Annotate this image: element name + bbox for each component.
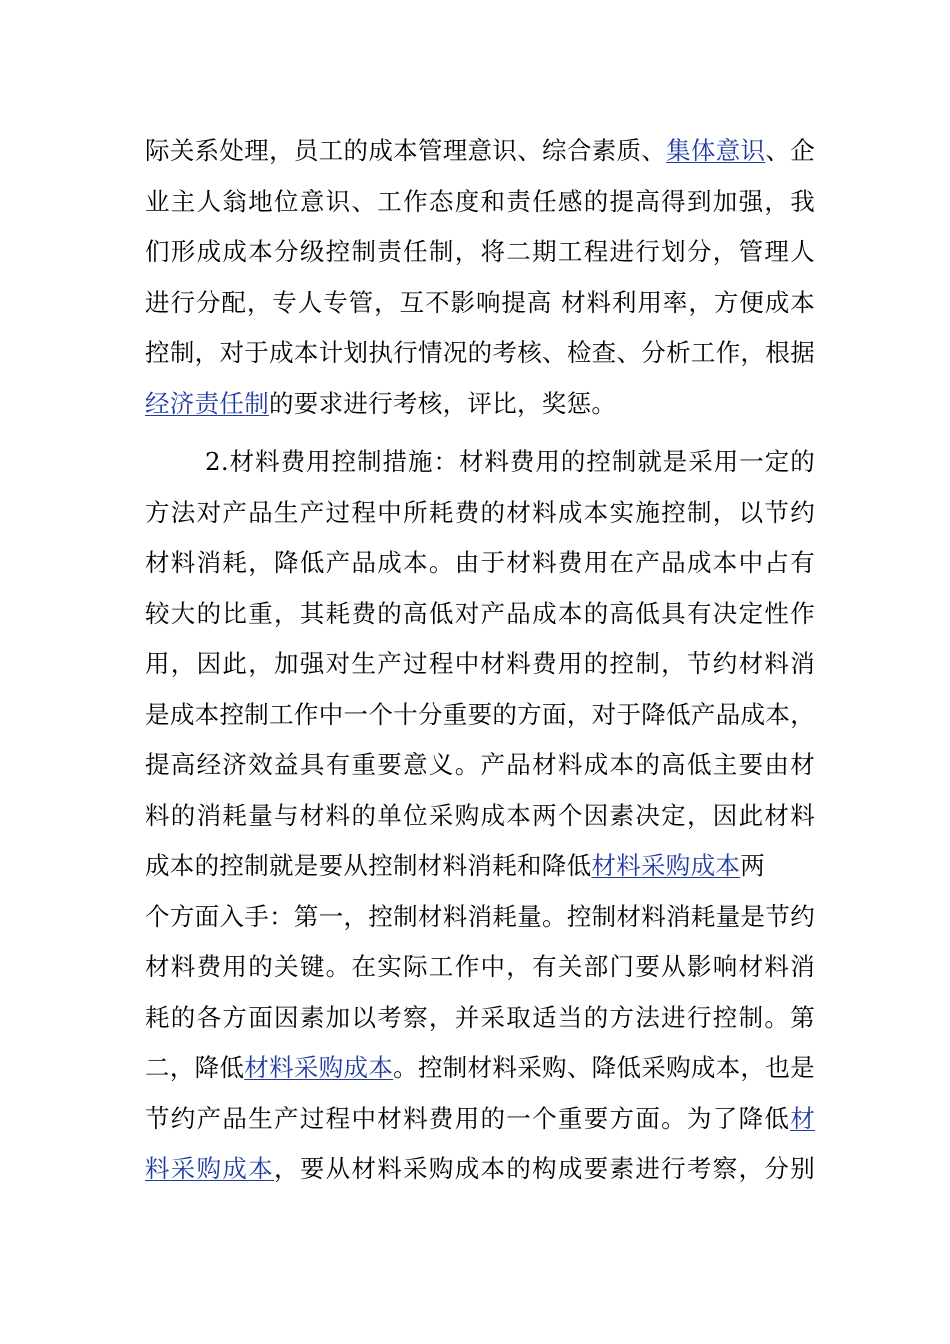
paragraph-1 <box>145 126 815 429</box>
text-span: 际关系处理，员工的成本管理意识、综合素质、 <box>145 136 667 165</box>
text-line: 材料消耗，降低产品成本。由于材料费用在产品成本中占有 <box>145 548 815 577</box>
paragraph-spacer <box>145 429 815 437</box>
link-material-purchase-cost[interactable]: 材料采购成本 <box>591 851 741 880</box>
text-line <box>145 379 815 430</box>
link-collective-awareness[interactable]: 集体意识 <box>666 136 766 165</box>
link-material-purchase-cost[interactable]: 料采购成本 <box>145 1154 275 1183</box>
text-line: 控制，对于成本计划执行情况的考核、检查、分析工作，根据 <box>145 338 815 367</box>
text-span: 两 <box>740 851 766 880</box>
text-line: 较大的比重，其耗费的高低对产品成本的高低具有决定性作 <box>145 598 815 628</box>
text-line <box>145 126 815 177</box>
text-line: 进行分配，专人专管，互不影响提高 材料利用率，方便成本 <box>145 287 815 317</box>
text-line <box>145 1094 815 1145</box>
text-line: 是成本控制工作中一个十分重要的方面，对于降低产品成本， <box>145 699 815 729</box>
text-span: 的要求进行考核，评比，奖惩。 <box>269 388 617 418</box>
text-line <box>145 1043 815 1094</box>
text-line: 材料费用的关键。在实际工作中，有关部门要从影响材料消 <box>145 952 815 981</box>
text-line: 提高经济效益具有重要意义。产品材料成本的高低主要由材 <box>145 750 815 779</box>
text-span: 、企 <box>765 136 815 165</box>
text-line: 2.材料费用控制措施：材料费用的控制就是采用一定的 <box>205 447 815 476</box>
link-material-purchase-cost[interactable]: 材 <box>790 1103 815 1133</box>
link-economic-responsibility[interactable]: 经济责任制 <box>145 388 269 418</box>
link-material-purchase-cost[interactable]: 材料采购成本 <box>244 1053 394 1082</box>
text-line: 耗的各方面因素加以考察，并采取适当的方法进行控制。第 <box>145 1002 815 1032</box>
text-line: 业主人翁地位意识、工作态度和责任感的提高得到加强，我 <box>145 186 815 216</box>
text-span: 。控制材料采购、降低采购成本，也是 <box>393 1053 815 1082</box>
paragraph-2 <box>145 437 815 1195</box>
text-line <box>145 841 815 892</box>
text-line: 个方面入手：第一，控制材料消耗量。控制材料消耗量是节约 <box>145 901 815 931</box>
text-line: 用，因此，加强对生产过程中材料费用的控制，节约材料消 <box>145 649 815 678</box>
text-line <box>145 1144 815 1195</box>
text-line: 们形成成本分级控制责任制，将二期工程进行划分，管理人 <box>145 237 815 266</box>
text-span: 成本的控制就是要从控制材料消耗和降低 <box>145 851 592 880</box>
text-span: ，要从材料采购成本的构成要素进行考察，分别 <box>274 1154 815 1183</box>
text-line: 料的消耗量与材料的单位采购成本两个因素决定，因此材料 <box>145 800 815 830</box>
text-span: 节约产品生产过程中材料费用的一个重要方面。为了降低 <box>145 1103 791 1133</box>
text-line: 方法对产品生产过程中所耗费的材料成本实施控制，以节约 <box>145 497 815 527</box>
document-body <box>145 126 815 1195</box>
text-span: 二，降低 <box>145 1053 245 1082</box>
